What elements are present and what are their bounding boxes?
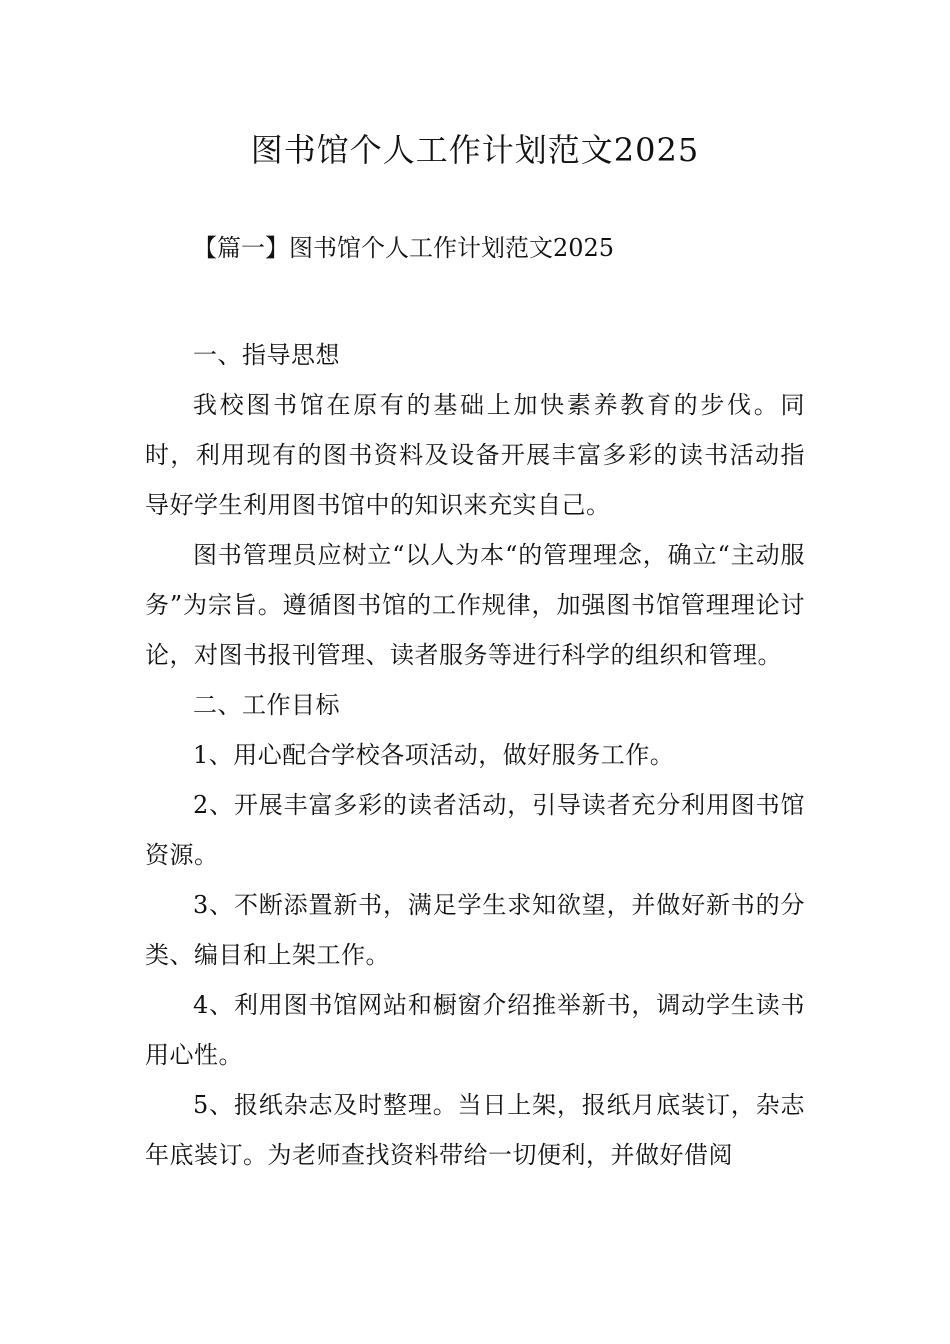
section-heading-guiding-ideology: 一、指导思想 — [193, 341, 340, 369]
paragraph: 图书管理员应树立“以人为本“的管理理念，确立“主动服务”为宗旨。遵循图书馆的工作规律，加强图书馆管理理论讨论，对图书报刊管理、读者服务等进行科学的组织和管理。 — [145, 541, 805, 669]
document-body — [145, 330, 805, 1180]
document-title: 图书馆个人工作计划范文2025 — [250, 131, 700, 169]
section-heading: 【篇一】图书馆个人工作计划范文2025 — [193, 234, 615, 262]
paragraph: 我校图书馆在原有的基础上加快素养教育的步伐。同时，利用现有的图书资料及设备开展丰富多彩的读书活动指导好学生利用图书馆中的知识来充实自己。 — [145, 391, 805, 519]
section-heading-work-goals: 二、工作目标 — [193, 691, 340, 719]
list-item: 3、不断添置新书，满足学生求知欲望，并做好新书的分类、编目和上架工作。 — [145, 891, 805, 969]
list-item: 2、开展丰富多彩的读者活动，引导读者充分利用图书馆资源。 — [145, 791, 805, 869]
list-item: 5、报纸杂志及时整理。当日上架，报纸月底装订，杂志年底装订。为老师查找资料带给一切便利，并做好借阅 — [145, 1091, 805, 1169]
list-item: 1、用心配合学校各项活动，做好服务工作。 — [193, 741, 675, 769]
list-item: 4、利用图书馆网站和橱窗介绍推举新书，调动学生读书用心性。 — [145, 991, 805, 1069]
